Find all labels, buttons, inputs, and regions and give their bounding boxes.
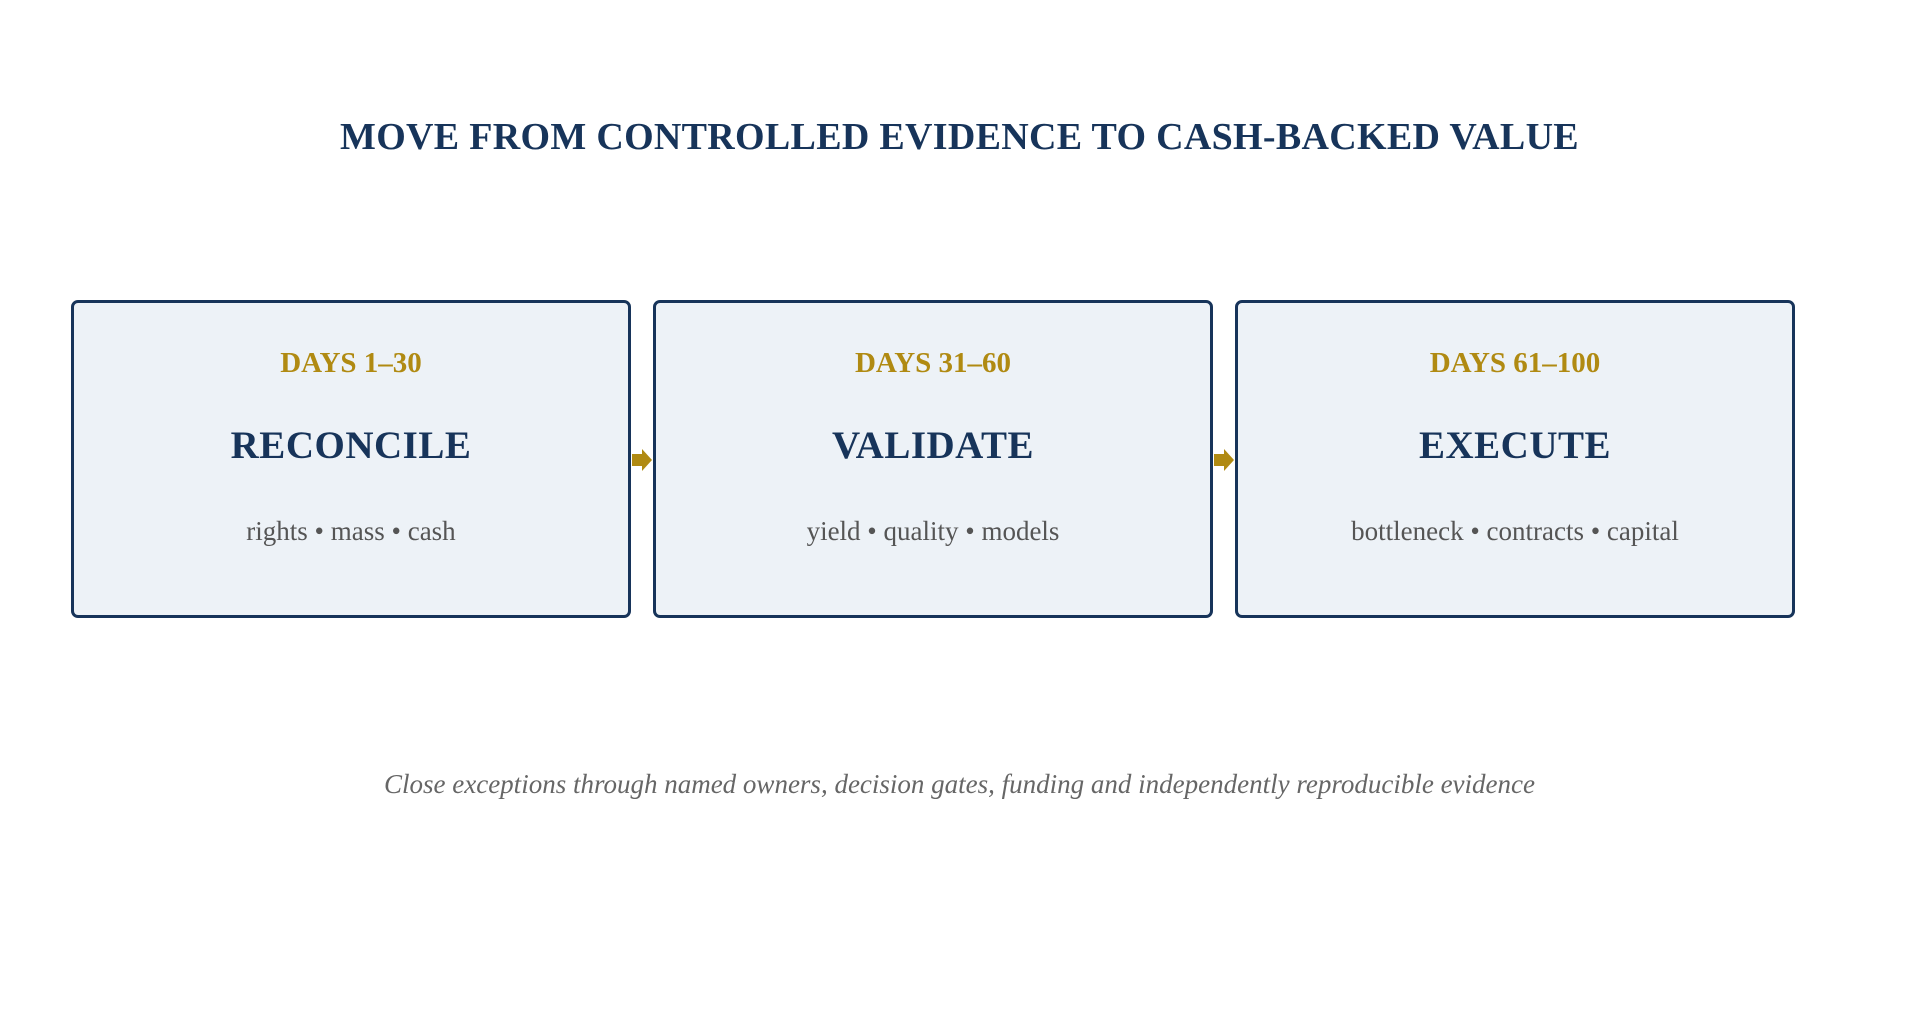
phase-name: EXECUTE — [1418, 424, 1612, 467]
phase-items: rights • mass • cash — [246, 516, 456, 546]
phase-name: VALIDATE — [832, 424, 1034, 467]
phase-items: yield • quality • models — [806, 516, 1060, 546]
phase-card-execute — [1235, 300, 1795, 618]
phase-items: bottleneck • contracts • capital — [1351, 516, 1679, 546]
phase-days-label: DAYS 31–60 — [854, 347, 1012, 379]
phase-days-label: DAYS 1–30 — [280, 347, 422, 379]
phase-days-label: DAYS 61–100 — [1429, 347, 1601, 379]
phase-card-validate — [653, 300, 1213, 618]
phase-card-reconcile — [71, 300, 631, 618]
arrow-right-icon — [1213, 447, 1235, 473]
phase-name: RECONCILE — [230, 424, 472, 467]
arrow-right-icon — [631, 447, 653, 473]
footer-note: Close exceptions through named owners, decision gates, funding and independently reproducible evidence — [384, 769, 1535, 799]
page-title: MOVE FROM CONTROLLED EVIDENCE TO CASH-BACKED VALUE — [340, 116, 1579, 158]
